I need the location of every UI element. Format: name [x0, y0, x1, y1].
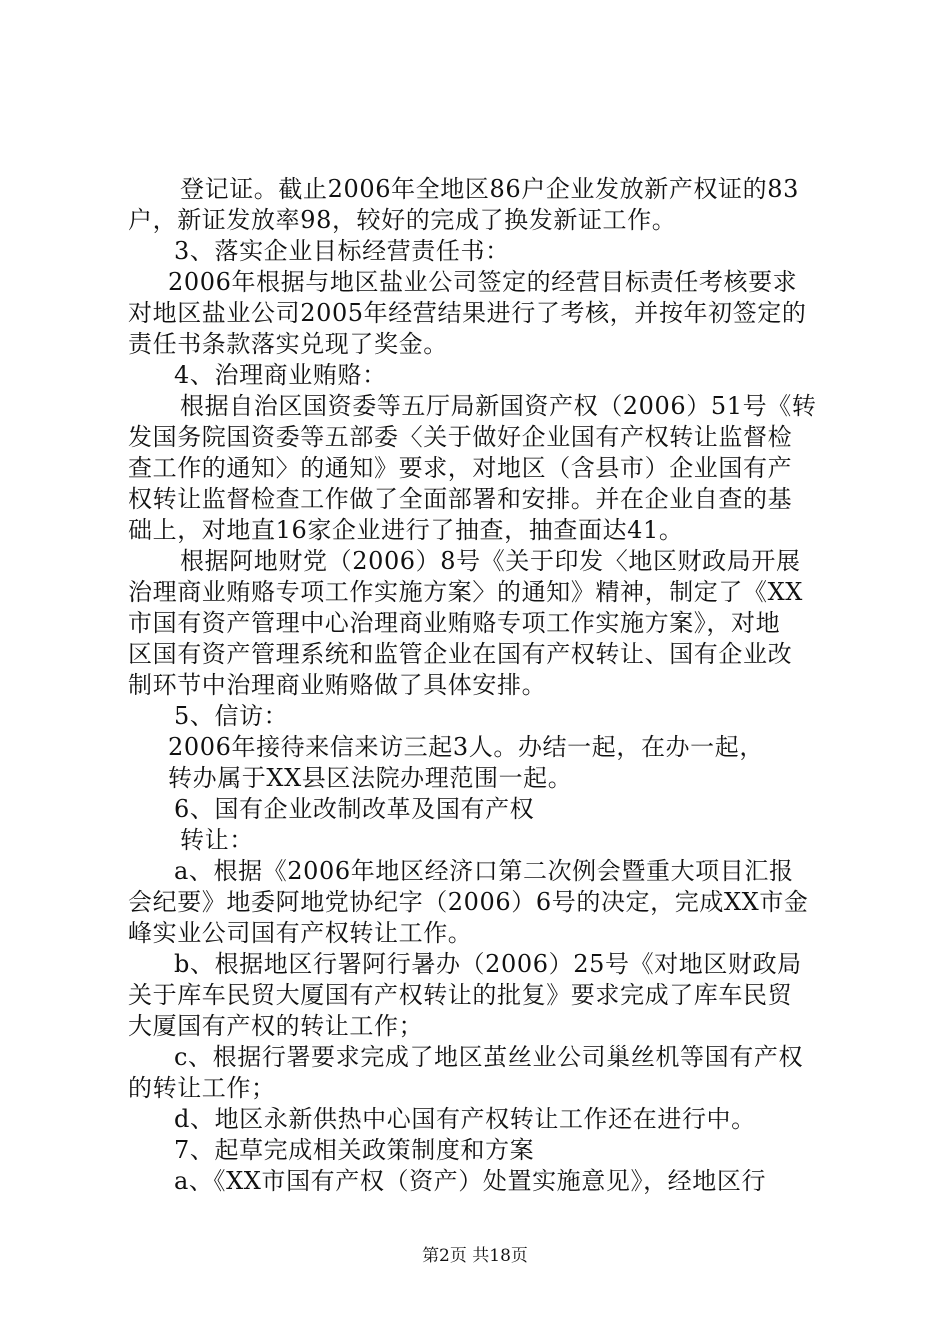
text-line: c、根据行署要求完成了地区茧丝业公司巢丝机等国有产权: [174, 1043, 804, 1071]
section-heading: 6、国有企业改制改革及国有产权: [174, 795, 535, 823]
section-heading: 转让：: [180, 826, 254, 854]
text-line: 登记证。截止2006年全地区86户企业发放新产权证的83: [180, 175, 799, 203]
text-line: b、根据地区行署阿行暑办（2006）25号《对地区财政局: [174, 950, 802, 978]
text-line: 会纪要》地委阿地党协纪字（2006）6号的决定，完成XX市金: [128, 888, 809, 916]
document-body: [128, 174, 836, 1197]
page-number-footer: 第2页 共18页: [422, 1246, 528, 1266]
text-line: 峰实业公司国有产权转让工作。: [128, 919, 473, 947]
text-line: 户，新证发放率98，较好的完成了换发新证工作。: [128, 206, 677, 234]
text-line: a、《XX市国有产权（资产）处置实施意见》，经地区行: [174, 1167, 767, 1195]
text-line: 发国务院国资委等五部委〈关于做好企业国有产权转让监督检: [128, 423, 793, 451]
text-line: 大厦国有产权的转让工作；: [128, 1012, 424, 1040]
text-line: 制环节中治理商业贿赂做了具体安排。: [128, 671, 547, 699]
text-line: 础上，对地直16家企业进行了抽查，抽查面达41。: [128, 516, 684, 544]
text-line: d、地区永新供热中心国有产权转让工作还在进行中。: [174, 1105, 756, 1133]
text-line: 关于库车民贸大厦国有产权转让的批复》要求完成了库车民贸: [128, 981, 793, 1009]
section-heading: 4、治理商业贿赂：: [174, 361, 387, 389]
text-line: 2006年根据与地区盐业公司签定的经营目标责任考核要求: [168, 268, 798, 296]
text-line: 权转让监督检查工作做了全面部署和安排。并在企业自查的基: [128, 485, 793, 513]
text-line: 查工作的通知〉的通知》要求，对地区（含县市）企业国有产: [128, 454, 793, 482]
text-line: a、根据《2006年地区经济口第二次例会暨重大项目汇报: [174, 857, 794, 885]
text-line: 根据阿地财党（2006）8号《关于印发〈地区财政局开展: [180, 547, 801, 575]
text-line: 2006年接待来信来访三起3人。办结一起，在办一起，: [168, 733, 764, 761]
text-line: 治理商业贿赂专项工作实施方案〉的通知》精神，制定了《XX: [128, 578, 803, 606]
text-line: 转办属于XX县区法院办理范围一起。: [168, 764, 573, 792]
section-heading: 7、起草完成相关政策制度和方案: [174, 1136, 535, 1164]
section-heading: 5、信访：: [174, 702, 289, 730]
text-line: 对地区盐业公司2005年经营结果进行了考核，并按年初签定的: [128, 299, 807, 327]
text-line: 区国有资产管理系统和监管企业在国有产权转让、国有企业改: [128, 640, 793, 668]
text-line: 市国有资产管理中心治理商业贿赂专项工作实施方案》，对地: [128, 609, 781, 637]
section-heading: 3、落实企业目标经营责任书：: [174, 237, 510, 265]
text-line: 根据自治区国资委等五厅局新国资产权（2006）51号《转: [180, 392, 817, 420]
text-line: 责任书条款落实兑现了奖金。: [128, 330, 448, 358]
text-line: 的转让工作；: [128, 1074, 276, 1102]
